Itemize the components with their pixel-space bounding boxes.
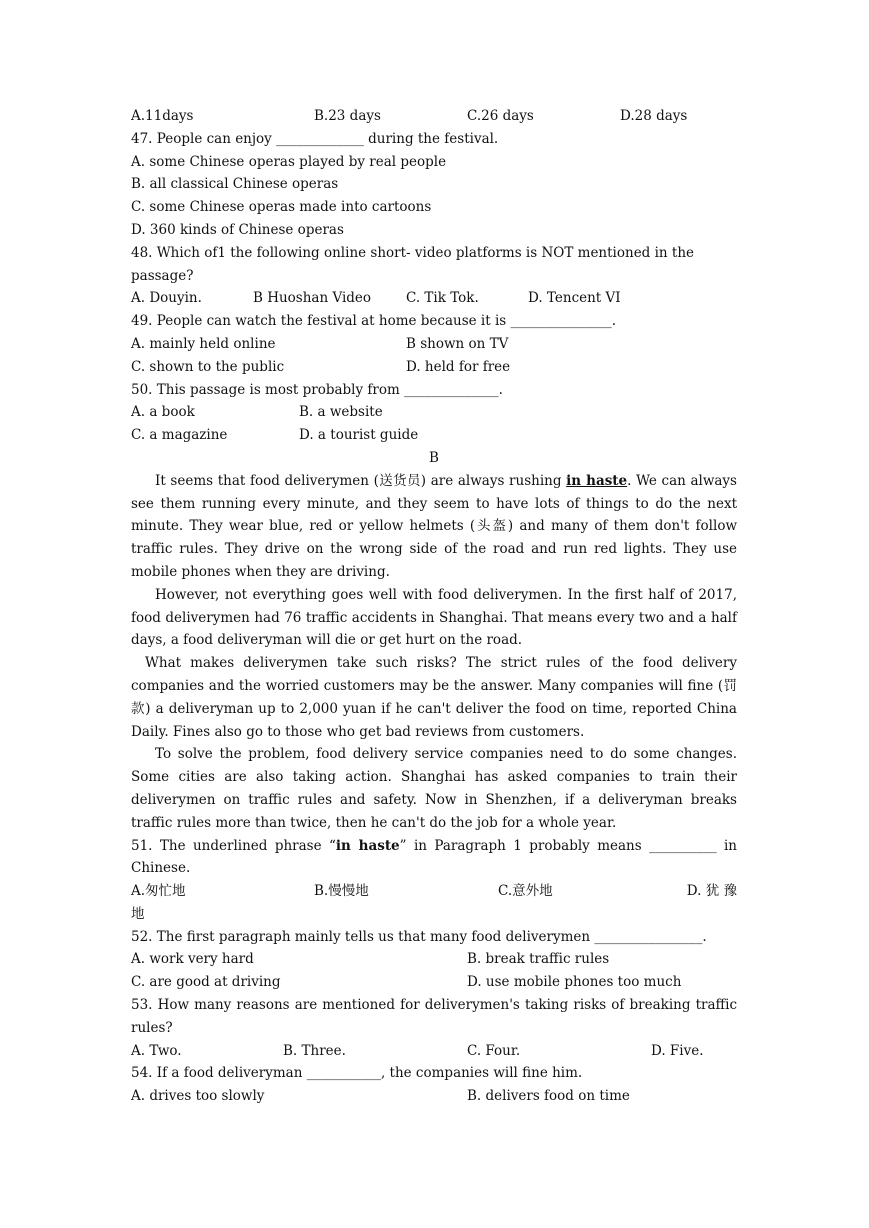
- q49-options-row1: [131, 333, 737, 356]
- q50-stem: 50. This passage is most probably from ______________.: [131, 381, 503, 398]
- q49-options-row2: [131, 356, 737, 379]
- q48-stem-line2: passage?: [131, 267, 194, 284]
- q54-options: [131, 1085, 737, 1108]
- passage-paragraph-3: What makes deliverymen take such risks? The strict rules of the food delivery companies and the worried customers may be the answer. Many companies will fine (罚款) a deliveryman up to 2,000 yuan if he can't deliver the food on time, reported China Daily. Fines also go to those who get bad reviews from customers.: [131, 655, 737, 740]
- q46-option-d: D.28 days: [620, 108, 688, 124]
- q51-option-d-continued: 地: [131, 905, 145, 922]
- q48-option-d: D. Tencent VI: [528, 290, 621, 307]
- q54-stem: 54. If a food deliveryman ___________, the companies will fine him.: [131, 1065, 583, 1082]
- q49-option-c: C. shown to the public: [131, 358, 285, 375]
- q52-options-row2: [131, 971, 737, 994]
- q46-option-b: B.23 days: [314, 108, 381, 124]
- q52-options-row1: [131, 948, 737, 971]
- q46-options: [131, 105, 737, 128]
- q51-options: [131, 880, 737, 903]
- q50-option-b: B. a website: [299, 404, 383, 421]
- q49-option-b: B shown on TV: [406, 335, 509, 352]
- q47-option-d: D. 360 kinds of Chinese operas: [131, 221, 344, 238]
- q48-stem-line1: 48. Which of1 the following online short- video platforms is NOT mentioned in the: [131, 244, 695, 261]
- q52-option-d: D. use mobile phones too much: [467, 974, 682, 991]
- passage-p1-text-before: It seems that food deliverymen (送货员) are always rushing: [155, 472, 567, 489]
- q51-option-a: A.匆忙地: [131, 883, 186, 900]
- q49-stem: 49. People can watch the festival at home because it is _______________.: [131, 313, 617, 330]
- q50-options-row1: [131, 401, 737, 424]
- q51-option-c: C.意外地: [498, 883, 553, 900]
- q47-option-b: B. all classical Chinese operas: [131, 176, 339, 193]
- q52-option-b: B. break traffic rules: [467, 951, 610, 968]
- q53-option-b: B. Three.: [283, 1042, 346, 1059]
- q53-options: [131, 1040, 737, 1063]
- q47-option-a: A. some Chinese operas played by real people: [131, 153, 447, 170]
- q49-option-d: D. held for free: [406, 358, 511, 375]
- q52-option-c: C. are good at driving: [131, 974, 281, 991]
- q51-stem-after: ” in Paragraph 1 probably means __________ in Chinese.: [131, 837, 737, 877]
- q53-option-a: A. Two.: [131, 1042, 182, 1059]
- q50-option-a: A. a book: [131, 404, 195, 421]
- q46-option-c: C.26 days: [467, 108, 534, 124]
- section-label: B: [429, 449, 439, 466]
- q54-option-a: A. drives too slowly: [131, 1088, 265, 1105]
- q51-option-d: D. 犹 豫: [686, 883, 737, 900]
- q49-option-a: A. mainly held online: [131, 335, 276, 352]
- q50-options-row2: [131, 424, 737, 447]
- q46-option-a: A.11days: [131, 108, 194, 124]
- passage-paragraph-4: To solve the problem, food delivery service companies need to do some changes. Some cities are also taking action. Shanghai has asked companies to train their deliverymen on traffic rules and safety. Now in Shenzhen, if a deliveryman breaks traffic rules more than twice, then he can't do the job for a whole year.: [131, 746, 737, 831]
- q47-stem: 47. People can enjoy _____________ during the festival.: [131, 130, 499, 147]
- q50-option-d: D. a tourist guide: [299, 427, 419, 444]
- passage-paragraph-1: [131, 470, 737, 584]
- q52-stem: 52. The first paragraph mainly tells us that many food deliverymen ________________.: [131, 928, 707, 945]
- q53-option-c: C. Four.: [467, 1042, 521, 1059]
- q53-stem: 53. How many reasons are mentioned for deliverymen's taking risks of breaking traffic rules?: [131, 997, 737, 1036]
- q54-option-b: B. delivers food on time: [467, 1088, 630, 1105]
- q51-stem: [131, 835, 737, 881]
- q48-options: [131, 287, 737, 310]
- underlined-phrase: in haste: [566, 472, 628, 489]
- q51-option-b: B.慢慢地: [314, 883, 369, 900]
- q48-option-c: C. Tik Tok.: [406, 290, 479, 307]
- q47-option-c: C. some Chinese operas made into cartoons: [131, 199, 432, 216]
- passage-p1-text-after: . We can always see them running every minute, and they seem to have lots of things to do the next minute. They wear blue, red or yellow helmets (头盔) and many of them don't follow traffic rules. They drive on the wrong side of the road and run red lights. They use mobile phones when they are driving.: [131, 472, 737, 580]
- q51-stem-phrase: in haste: [335, 837, 400, 854]
- q48-option-a: A. Douyin.: [131, 290, 202, 307]
- q51-stem-before: 51. The underlined phrase “: [131, 837, 336, 854]
- q50-option-c: C. a magazine: [131, 427, 228, 444]
- q48-option-b: B Huoshan Video: [253, 290, 372, 307]
- exam-page: [131, 105, 737, 1108]
- q53-option-d: D. Five.: [651, 1042, 704, 1059]
- q52-option-a: A. work very hard: [131, 951, 254, 968]
- passage-paragraph-2: However, not everything goes well with food deliverymen. In the first half of 2017, food deliverymen had 76 traffic accidents in Shanghai. That means every two and a half days, a food deliveryman will die or get hurt on the road.: [131, 586, 737, 649]
